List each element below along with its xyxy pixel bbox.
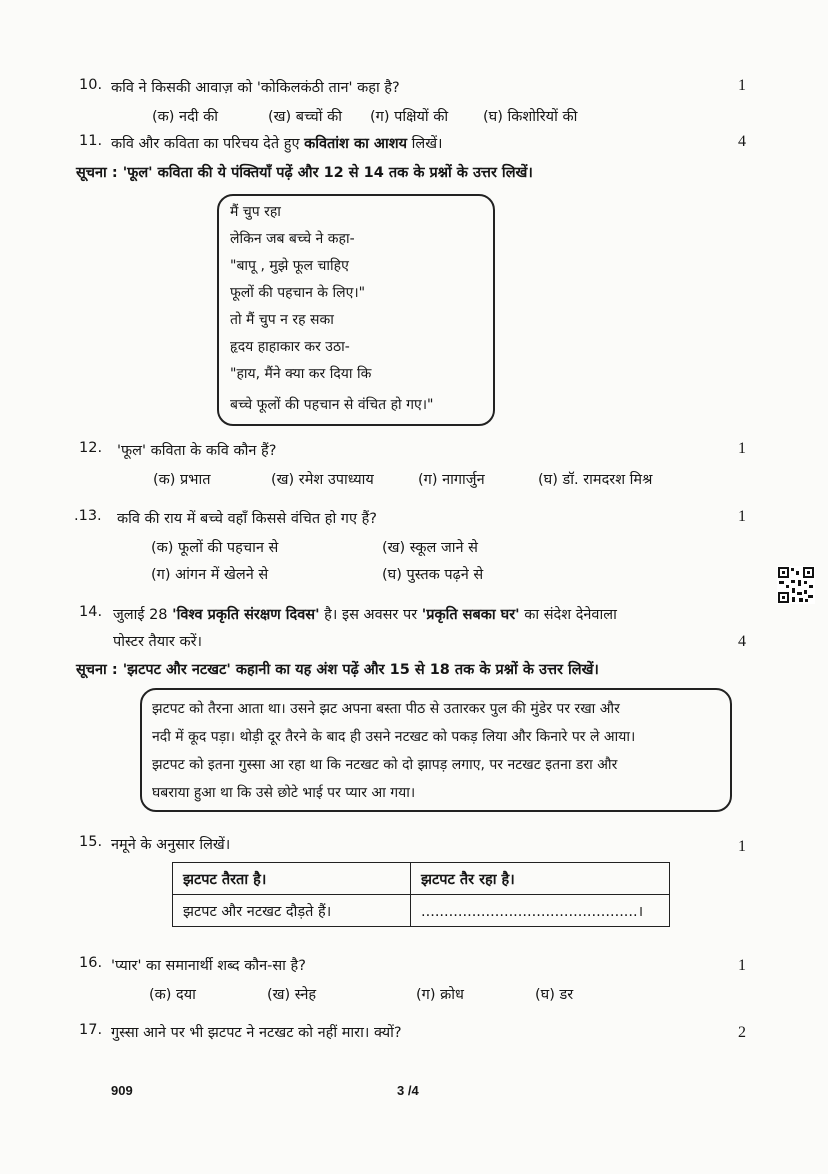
q13-number: .13.: [74, 508, 102, 524]
q13-option-b: (ख) स्कूल जाने से: [382, 540, 478, 556]
q10-option-c: (ग) पक्षियों की: [370, 109, 449, 125]
q14-text-bold: 'प्रकृति सबका घर': [421, 607, 520, 623]
poem-line: फूलों की पहचान के लिए।": [230, 285, 366, 301]
poem-box: [217, 194, 495, 426]
notice-poem: सूचना : 'फूल' कविता की ये पंक्तियाँ पढ़ें और 12 से 14 तक के प्रश्नों के उत्तर लिखें।: [76, 165, 533, 181]
q11-text: [111, 133, 443, 153]
story-line: नदी में कूद पड़ा। थोड़ी दूर तैरने के बाद ही उसने नटखट को पकड़ लिया और किनारे पर ले आया।: [152, 729, 636, 745]
sample-table: [172, 862, 670, 927]
poem-line: "बापू , मुझे फूल चाहिए: [230, 258, 349, 274]
q10-option-a: (क) नदी की: [152, 109, 219, 125]
q12-option-a: (क) प्रभात: [153, 472, 211, 488]
q16-option-a: (क) दया: [149, 987, 196, 1003]
q14-number: 14.: [79, 604, 103, 620]
poem-line: हृदय हाहाकार कर उठा-: [230, 339, 350, 355]
q17-text: गुस्सा आने पर भी झटपट ने नटखट को नहीं मारा। क्यों?: [111, 1025, 402, 1041]
q13-marks: 1: [738, 508, 746, 525]
poem-line: मैं चुप रहा: [230, 204, 281, 220]
qr-code-icon: [777, 566, 815, 604]
q13-option-a: (क) फूलों की पहचान से: [151, 540, 279, 556]
poem-line: लेकिन जब बच्चे ने कहा-: [230, 231, 355, 247]
poem-line: तो मैं चुप न रह सका: [230, 312, 334, 328]
q16-marks: 1: [738, 957, 746, 974]
q10-option-b: (ख) बच्चों की: [268, 109, 342, 125]
q14-text-line2: पोस्टर तैयार करें।: [113, 634, 203, 650]
q12-option-b: (ख) रमेश उपाध्याय: [271, 472, 374, 488]
q14-text-part: का संदेश देनेवाला: [519, 607, 617, 623]
q16-option-d: (घ) डर: [535, 987, 574, 1003]
q11-text-bold: कवितांश का आशय: [304, 136, 407, 152]
q10-number: 10.: [79, 77, 103, 93]
q15-text: नमूने के अनुसार लिखें।: [111, 837, 231, 853]
q10-marks: 1: [738, 77, 746, 94]
q14-text-part: है। इस अवसर पर: [319, 607, 422, 623]
q17-number: 17.: [79, 1022, 103, 1038]
story-line: झटपट को तैरना आता था। उसने झट अपना बस्ता पीठ से उतारकर पुल की मुंडेर पर रखा और: [152, 701, 620, 717]
story-line: घबराया हुआ था कि उसे छोटे भाई पर प्यार आ गया।: [152, 785, 416, 801]
q13-option-d: (घ) पुस्तक पढ़ने से: [382, 567, 484, 583]
table-row: [173, 863, 670, 895]
poem-line: बच्चे फूलों की पहचान से वंचित हो गए।": [230, 397, 434, 413]
poem-line: "हाय, मैंने क्या कर दिया कि: [230, 366, 372, 382]
q10-option-d: (घ) किशोरियों की: [483, 109, 578, 125]
paper-code: 909: [111, 1083, 133, 1098]
q11-text-prefix: कवि और कविता का परिचय देते हुए: [111, 136, 305, 152]
page-number: 3 /4: [397, 1083, 419, 1098]
q16-text: 'प्यार' का समानार्थी शब्द कौन-सा है?: [111, 958, 306, 974]
q14-text: [113, 604, 617, 624]
q13-option-c: (ग) आंगन में खेलने से: [151, 567, 269, 583]
q12-option-c: (ग) नागार्जुन: [418, 472, 485, 488]
table-cell: झटपट तैर रहा है।: [411, 863, 670, 895]
q12-number: 12.: [79, 440, 103, 456]
q11-marks: 4: [738, 133, 746, 150]
q11-text-suffix: लिखें।: [407, 136, 443, 152]
q12-option-d: (घ) डॉ. रामदरश मिश्र: [538, 472, 653, 488]
table-row: [173, 895, 670, 927]
q15-number: 15.: [79, 834, 103, 850]
table-cell: झटपट तैरता है।: [173, 863, 411, 895]
table-cell: झटपट और नटखट दौड़ते हैं।: [173, 895, 411, 927]
story-box: [140, 688, 732, 812]
story-line: झटपट को इतना गुस्सा आ रहा था कि नटखट को दो झापड़ लगाए, पर नटखट इतना डरा और: [152, 757, 618, 773]
q16-option-b: (ख) स्नेह: [267, 987, 317, 1003]
q10-text: कवि ने किसकी आवाज़ को 'कोकिलकंठी तान' कहा है?: [111, 80, 400, 96]
q14-text-bold: 'विश्व प्रकृति संरक्षण दिवस': [172, 607, 320, 623]
q16-option-c: (ग) क्रोध: [416, 987, 464, 1003]
notice-story: सूचना : 'झटपट और नटखट' कहानी का यह अंश पढ़ें और 15 से 18 तक के प्रश्नों के उत्तर लिखें।: [76, 662, 599, 678]
q14-text-part: जुलाई 28: [113, 607, 173, 623]
answer-blank: ...............................................।: [411, 895, 670, 927]
q12-text: 'फूल' कविता के कवि कौन हैं?: [117, 443, 277, 459]
q13-text: कवि की राय में बच्चे वहाँ किससे वंचित हो गए हैं?: [117, 511, 377, 527]
q14-marks: 4: [738, 633, 746, 650]
q17-marks: 2: [738, 1024, 746, 1041]
q12-marks: 1: [738, 440, 746, 457]
q15-marks: 1: [738, 838, 746, 855]
q16-number: 16.: [79, 955, 103, 971]
q11-number: 11.: [79, 133, 103, 149]
